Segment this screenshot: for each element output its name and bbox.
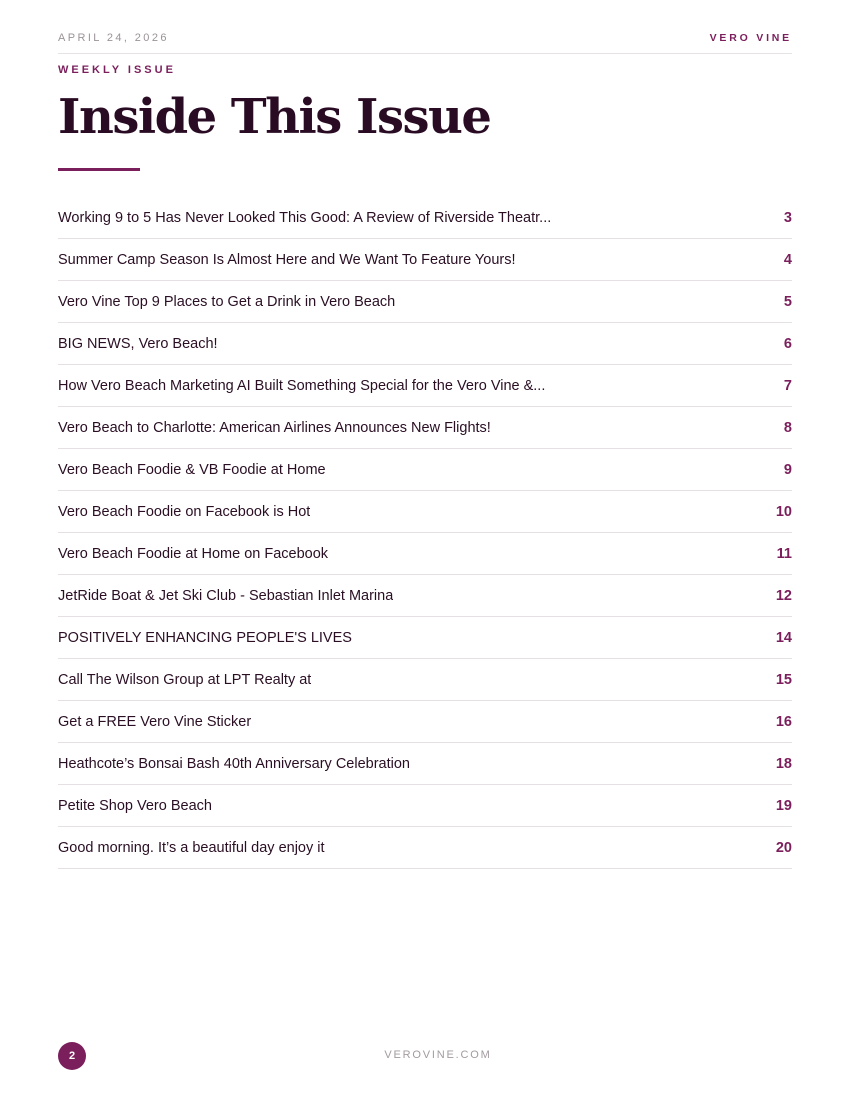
toc-row[interactable]	[58, 659, 792, 701]
toc-entry-title[interactable]: Working 9 to 5 Has Never Looked This Good: A Review of Riverside Theatr...	[58, 209, 552, 226]
table-of-contents	[58, 197, 792, 869]
toc-entry-title[interactable]: Call The Wilson Group at LPT Realty at	[58, 671, 312, 688]
toc-entry-title[interactable]: Summer Camp Season Is Almost Here and We Want To Feature Yours!	[58, 251, 516, 268]
toc-entry-title[interactable]: JetRide Boat & Jet Ski Club - Sebastian Inlet Marina	[58, 587, 394, 604]
toc-row[interactable]	[58, 239, 792, 281]
toc-entry-title[interactable]: POSITIVELY ENHANCING PEOPLE'S LIVES	[58, 629, 352, 646]
toc-entry-page: 11	[776, 545, 792, 562]
toc-entry-page: 7	[783, 377, 792, 394]
toc-entry-title[interactable]: Vero Beach Foodie & VB Foodie at Home	[58, 461, 326, 478]
toc-entry-title[interactable]: Vero Beach Foodie on Facebook is Hot	[58, 503, 311, 520]
toc-row[interactable]	[58, 701, 792, 743]
toc-row[interactable]	[58, 827, 792, 869]
toc-row[interactable]	[58, 533, 792, 575]
top-bar	[58, 32, 792, 54]
toc-row[interactable]	[58, 407, 792, 449]
toc-entry-page: 5	[783, 293, 792, 310]
toc-entry-page: 12	[775, 587, 792, 604]
toc-entry-page: 20	[775, 839, 792, 856]
issue-date: APRIL 24, 2026	[58, 32, 169, 44]
toc-entry-title[interactable]: Good morning. It’s a beautiful day enjoy it	[58, 839, 325, 856]
page-number-badge: 2	[58, 1042, 86, 1070]
toc-entry-page: 6	[783, 335, 792, 352]
toc-entry-title[interactable]: Vero Beach to Charlotte: American Airlines Announces New Flights!	[58, 419, 491, 436]
toc-entry-title[interactable]: Vero Beach Foodie at Home on Facebook	[58, 545, 329, 562]
toc-row[interactable]	[58, 281, 792, 323]
section-kicker: WEEKLY ISSUE	[58, 64, 176, 76]
toc-row[interactable]	[58, 197, 792, 239]
page-title: Inside This Issue	[58, 89, 491, 145]
title-accent-rule	[58, 168, 140, 171]
toc-entry-title[interactable]: Petite Shop Vero Beach	[58, 797, 212, 814]
newsletter-page	[58, 0, 792, 1100]
toc-entry-title[interactable]: How Vero Beach Marketing AI Built Something Special for the Vero Vine &...	[58, 377, 546, 394]
brand-name: VERO VINE	[709, 32, 792, 44]
toc-row[interactable]	[58, 449, 792, 491]
toc-entry-page: 8	[783, 419, 792, 436]
toc-entry-page: 18	[775, 755, 792, 772]
toc-entry-page: 9	[783, 461, 792, 478]
toc-entry-page: 10	[775, 503, 792, 520]
toc-entry-page: 19	[775, 797, 792, 814]
toc-entry-title[interactable]: Heathcote’s Bonsai Bash 40th Anniversary Celebration	[58, 755, 410, 772]
toc-entry-title[interactable]: Vero Vine Top 9 Places to Get a Drink in Vero Beach	[58, 293, 396, 310]
toc-row[interactable]	[58, 617, 792, 659]
toc-entry-title[interactable]: BIG NEWS, Vero Beach!	[58, 335, 218, 352]
toc-row[interactable]	[58, 365, 792, 407]
toc-entry-page: 4	[783, 251, 792, 268]
toc-entry-title[interactable]: Get a FREE Vero Vine Sticker	[58, 713, 252, 730]
toc-row[interactable]	[58, 575, 792, 617]
toc-row[interactable]	[58, 323, 792, 365]
toc-entry-page: 3	[783, 209, 792, 226]
toc-row[interactable]	[58, 743, 792, 785]
toc-row[interactable]	[58, 785, 792, 827]
toc-entry-page: 15	[775, 671, 792, 688]
footer-site-url[interactable]: VEROVINE.COM	[384, 1049, 492, 1061]
toc-row[interactable]	[58, 491, 792, 533]
toc-entry-page: 16	[775, 713, 792, 730]
toc-entry-page: 14	[775, 629, 792, 646]
